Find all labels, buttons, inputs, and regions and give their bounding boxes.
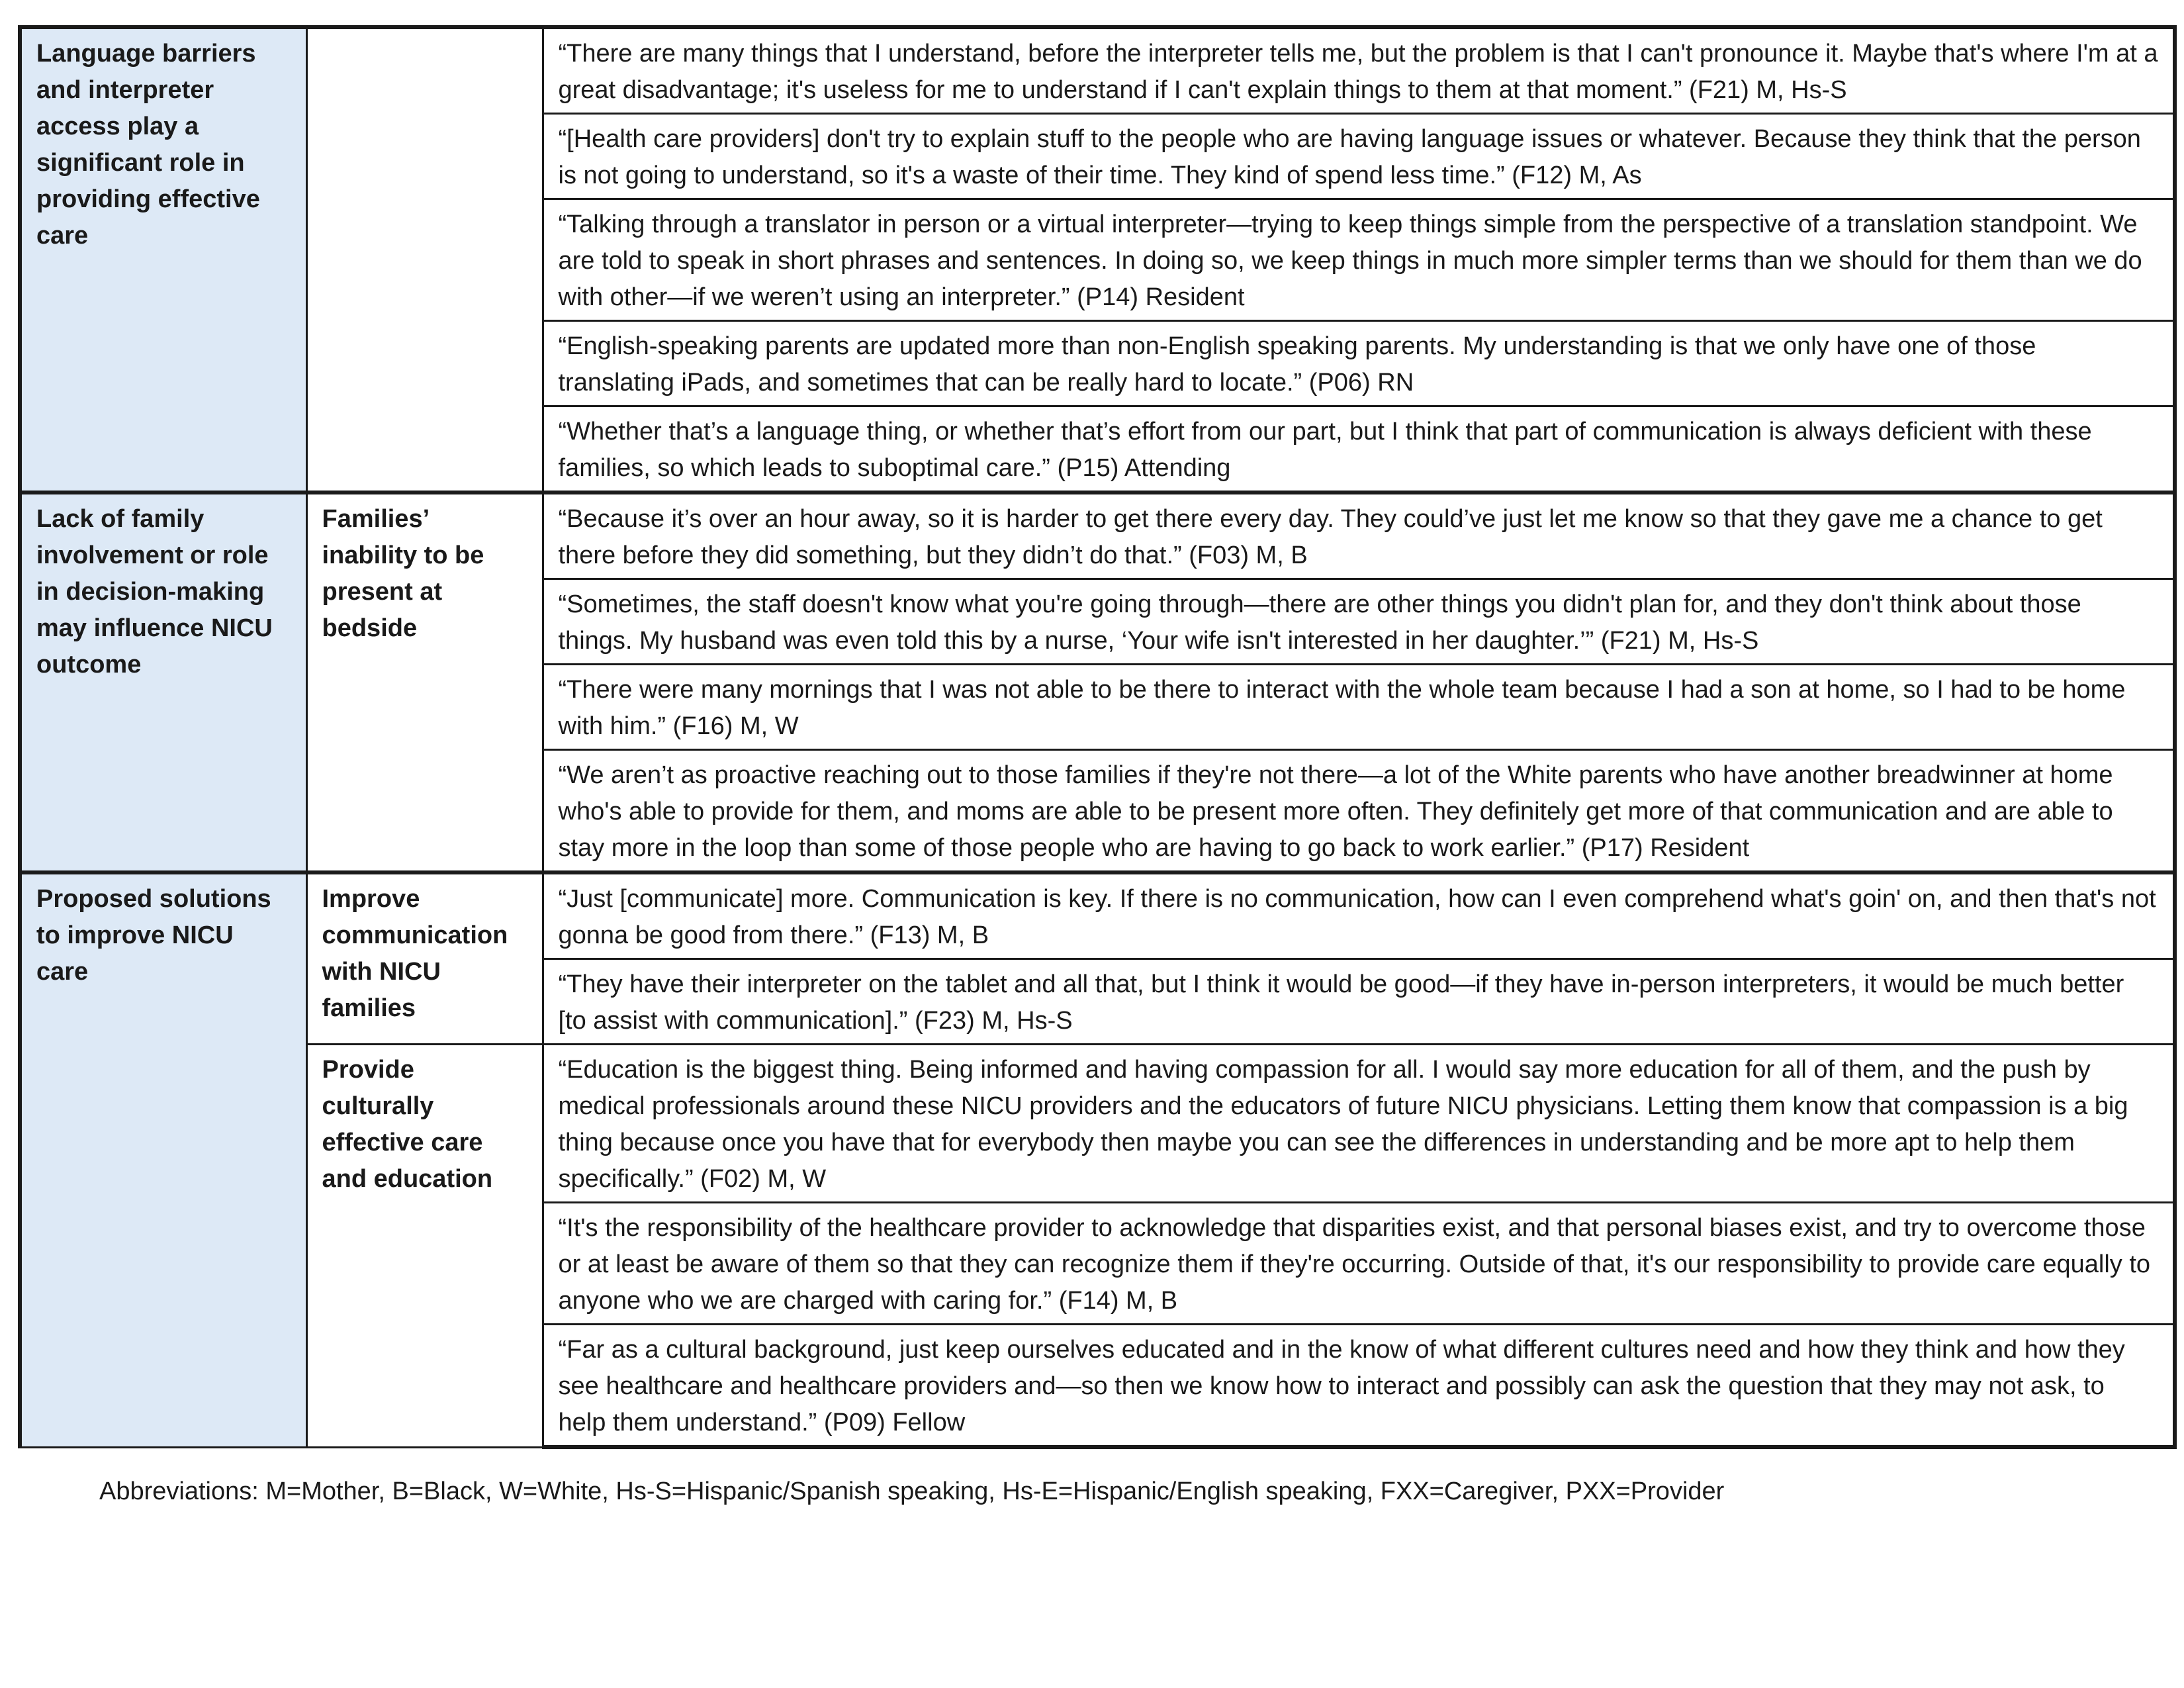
abbreviations-note: Abbreviations: M=Mother, B=Black, W=White, Hs-S=Hispanic/Spanish speaking, Hs-E=Hispanic/English speaking, FXX=Caregiver, PXX=Provider — [99, 1477, 1725, 1505]
theme-cell: Language barriers and interpreter access play a significant role in providing effective care — [20, 27, 306, 492]
subtheme-cell — [306, 27, 543, 492]
quote-cell: “Just [communicate] more. Communication is key. If there is no communication, how can I even comprehend what's goin' on, and then that's not gonna be good from there.” (F13) M, B — [543, 872, 2175, 959]
quote-cell: “Education is the biggest thing. Being informed and having compassion for all. I would say more education for all of them, and the push by medical professionals around these NICU providers and the educators of future NICU physicians. Letting them know that compassion is a big thing because once you have that for everybody then maybe you can see the differences in understanding and be more apt to help them specifically.” (F02) M, W — [543, 1045, 2175, 1203]
quote-cell: “There were many mornings that I was not able to be there to interact with the whole team because I had a son at home, so I had to be home with him.” (F16) M, W — [543, 665, 2175, 750]
subtheme-cell: Provide culturally effective care and education — [306, 1045, 543, 1448]
table-row — [20, 492, 2175, 579]
quote-cell: “Because it’s over an hour away, so it is harder to get there every day. They could’ve just let me know so that they gave me a chance to get there before they did something, but they didn’t do that.” (F03) M, B — [543, 492, 2175, 579]
table-row — [20, 1045, 2175, 1203]
quote-cell: “There are many things that I understand, before the interpreter tells me, but the problem is that I can't pronounce it. Maybe that's where I'm at a great disadvantage; it's useless for me to understand if I can't explain things to them at that moment.” (F21) M, Hs-S — [543, 27, 2175, 114]
quotes-table — [18, 25, 2177, 1449]
quote-cell: “[Health care providers] don't try to explain stuff to the people who are having language issues or whatever. Because they think that the person is not going to understand, so it's a waste of their time. They kind of spend less time.” (F12) M, As — [543, 114, 2175, 199]
quote-cell: “Whether that’s a language thing, or whether that’s effort from our part, but I think that part of communication is always deficient with these families, so which leads to suboptimal care.” (P15) Attending — [543, 406, 2175, 493]
quote-cell: “English-speaking parents are updated more than non-English speaking parents. My understanding is that we only have one of those translating iPads, and sometimes that can be really hard to locate.” (P06) RN — [543, 321, 2175, 406]
quote-cell: “Sometimes, the staff doesn't know what you're going through—there are other things you didn't plan for, and they don't think about those things. My husband was even told this by a nurse, ‘Your wife isn't interested in her daughter.’” (F21) M, Hs-S — [543, 579, 2175, 665]
quote-cell: “We aren’t as proactive reaching out to those families if they're not there—a lot of the White parents who have another breadwinner at home who's able to provide for them, and moms are able to be present more often. They definitely get more of that communication and are able to stay more in the loop than some of those people who are having to go back to work earlier.” (P17) Resident — [543, 750, 2175, 873]
table-row — [20, 27, 2175, 114]
quote-cell: “They have their interpreter on the tablet and all that, but I think it would be good—if they have in-person interpreters, it would be much better [to assist with communication].” (F23) M, Hs-S — [543, 959, 2175, 1045]
quote-cell: “Talking through a translator in person or a virtual interpreter—trying to keep things simple from the perspective of a translation standpoint. We are told to speak in short phrases and sentences. In doing so, we keep things in much more simpler terms than we should for them than we do with other—if we weren’t using an interpreter.” (P14) Resident — [543, 199, 2175, 321]
theme-cell: Lack of family involvement or role in decision-making may influence NICU outcome — [20, 492, 306, 872]
subtheme-cell: Families’ inability to be present at bedside — [306, 492, 543, 872]
theme-cell: Proposed solutions to improve NICU care — [20, 872, 306, 1447]
quote-cell: “It's the responsibility of the healthcare provider to acknowledge that disparities exist, and that personal biases exist, and try to overcome those or at least be aware of them so that they can recognize them if they're occurring. Outside of that, it's our responsibility to provide care equally to anyone who we are charged with caring for.” (F14) M, B — [543, 1203, 2175, 1325]
table-row — [20, 872, 2175, 959]
subtheme-cell: Improve communication with NICU families — [306, 872, 543, 1045]
quotes-table-body — [20, 27, 2175, 1447]
quote-cell: “Far as a cultural background, just keep ourselves educated and in the know of what different cultures need and how they think and how they see healthcare and healthcare providers and—so then we know how to interact and possibly can ask the question that they may not ask, to help them understand.” (P09) Fellow — [543, 1325, 2175, 1448]
